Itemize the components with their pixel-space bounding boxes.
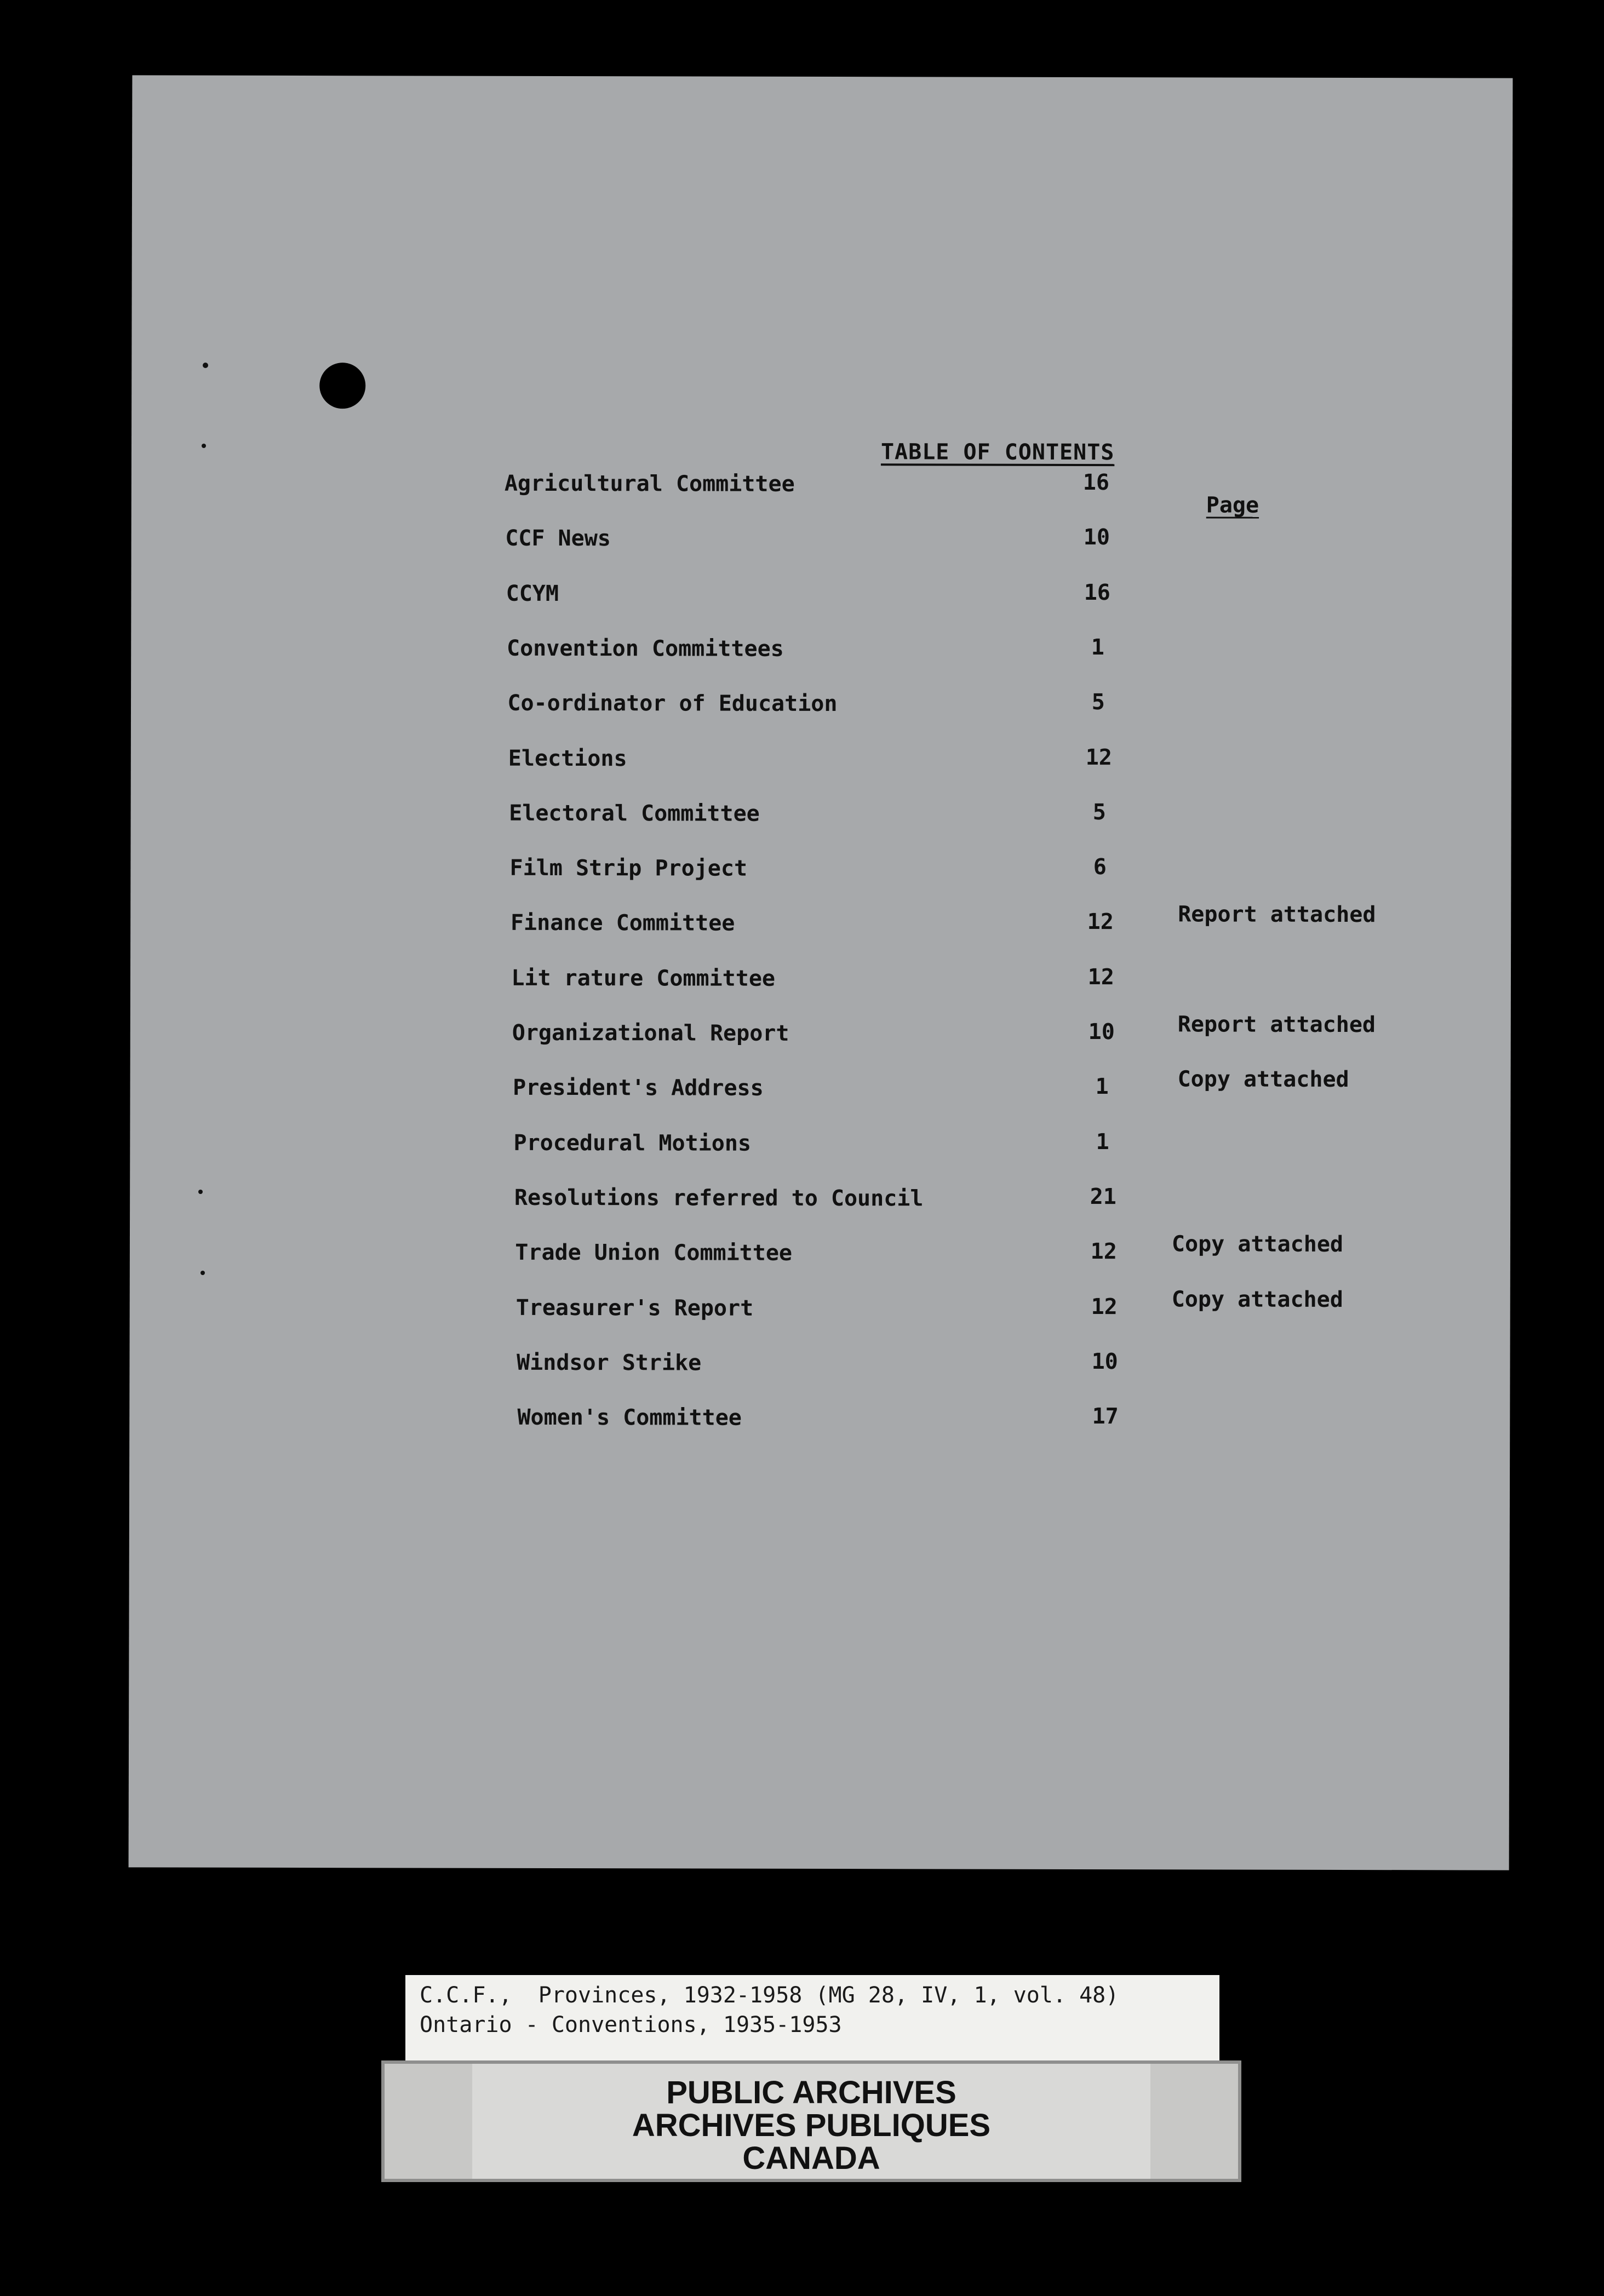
toc-entry-page: 10	[1088, 1019, 1115, 1045]
toc-entry-note: Report attached	[1178, 902, 1376, 928]
toc-entry-page: 6	[1093, 854, 1107, 880]
toc-entry-title: Windsor Strike	[517, 1350, 702, 1376]
toc-entry-title: Trade Union Committee	[515, 1240, 793, 1266]
toc-entry-title: Convention Committees	[506, 635, 784, 662]
margin-speck	[202, 444, 206, 448]
toc-entry-title: Elections	[508, 745, 627, 771]
toc-entry-page: 12	[1085, 744, 1112, 770]
toc-entry-page: 5	[1092, 799, 1106, 825]
margin-speck	[200, 1271, 205, 1275]
toc-entry-title: Organizational Report	[512, 1020, 789, 1046]
toc-entry-page: 12	[1091, 1294, 1118, 1319]
margin-speck	[203, 363, 208, 368]
toc-entry-title: President's Address	[513, 1075, 764, 1101]
toc-entry-title: Film Strip Project	[509, 855, 748, 881]
toc-entry-page: 16	[1082, 470, 1110, 496]
document-page	[129, 75, 1513, 1870]
toc-entry-note: Copy attached	[1171, 1286, 1343, 1312]
toc-entry-title: Finance Committee	[510, 910, 735, 937]
toc-entry-page: 1	[1091, 634, 1104, 660]
stamp-line-2: ARCHIVES PUBLIQUES	[632, 2108, 991, 2143]
toc-entry-title: Co-ordinator of Education	[507, 690, 838, 717]
toc-entry-page: 1	[1095, 1074, 1109, 1100]
toc-title: TABLE OF CONTENTS	[880, 439, 1115, 466]
toc-entry-title: Resolutions referred to Council	[514, 1185, 924, 1212]
archives-stamp-panel	[472, 2064, 1150, 2179]
toc-entry-page: 12	[1090, 1239, 1117, 1265]
toc-entry-title: Lit rature Committee	[511, 965, 776, 991]
toc-entry-page: 5	[1091, 690, 1105, 715]
toc-entry-title: CCF News	[505, 526, 611, 552]
stamp-line-3: CANADA	[742, 2140, 880, 2176]
toc-entry-title: Procedural Motions	[513, 1130, 752, 1156]
stamp-line-1: PUBLIC ARCHIVES	[666, 2075, 956, 2110]
toc-entry-title: Women's Committee	[517, 1404, 742, 1431]
toc-entry-title: Electoral Committee	[509, 800, 760, 826]
toc-entry-title: Treasurer's Report	[515, 1295, 754, 1321]
archive-label-line-1: C.C.F., Provinces, 1932-1958 (MG 28, IV, 1, vol. 48)	[420, 1983, 1119, 2008]
archive-reference-label	[405, 1975, 1219, 2068]
toc-entry-title: Agricultural Committee	[504, 470, 795, 497]
toc-entry-page: 12	[1087, 909, 1114, 935]
punch-hole	[319, 363, 365, 409]
toc-entry-page: 17	[1092, 1404, 1119, 1430]
toc-entry-title: CCYM	[506, 581, 559, 606]
toc-entry-page: 21	[1090, 1184, 1116, 1210]
toc-entry-page: 10	[1091, 1348, 1118, 1374]
archive-label-line-2: Ontario - Conventions, 1935-1953	[420, 2012, 842, 2037]
toc-entry-page: 12	[1087, 964, 1114, 990]
archives-stamp	[381, 2060, 1241, 2182]
toc-entry-page: 1	[1096, 1129, 1109, 1155]
toc-entry-page: 10	[1083, 525, 1110, 550]
page-column-header: Page	[1206, 492, 1259, 518]
toc-entry-note: Report attached	[1177, 1012, 1376, 1038]
toc-entry-note: Copy attached	[1171, 1231, 1344, 1258]
toc-entry-note: Copy attached	[1177, 1066, 1349, 1093]
margin-speck	[198, 1190, 203, 1194]
toc-entry-page: 16	[1084, 579, 1110, 605]
